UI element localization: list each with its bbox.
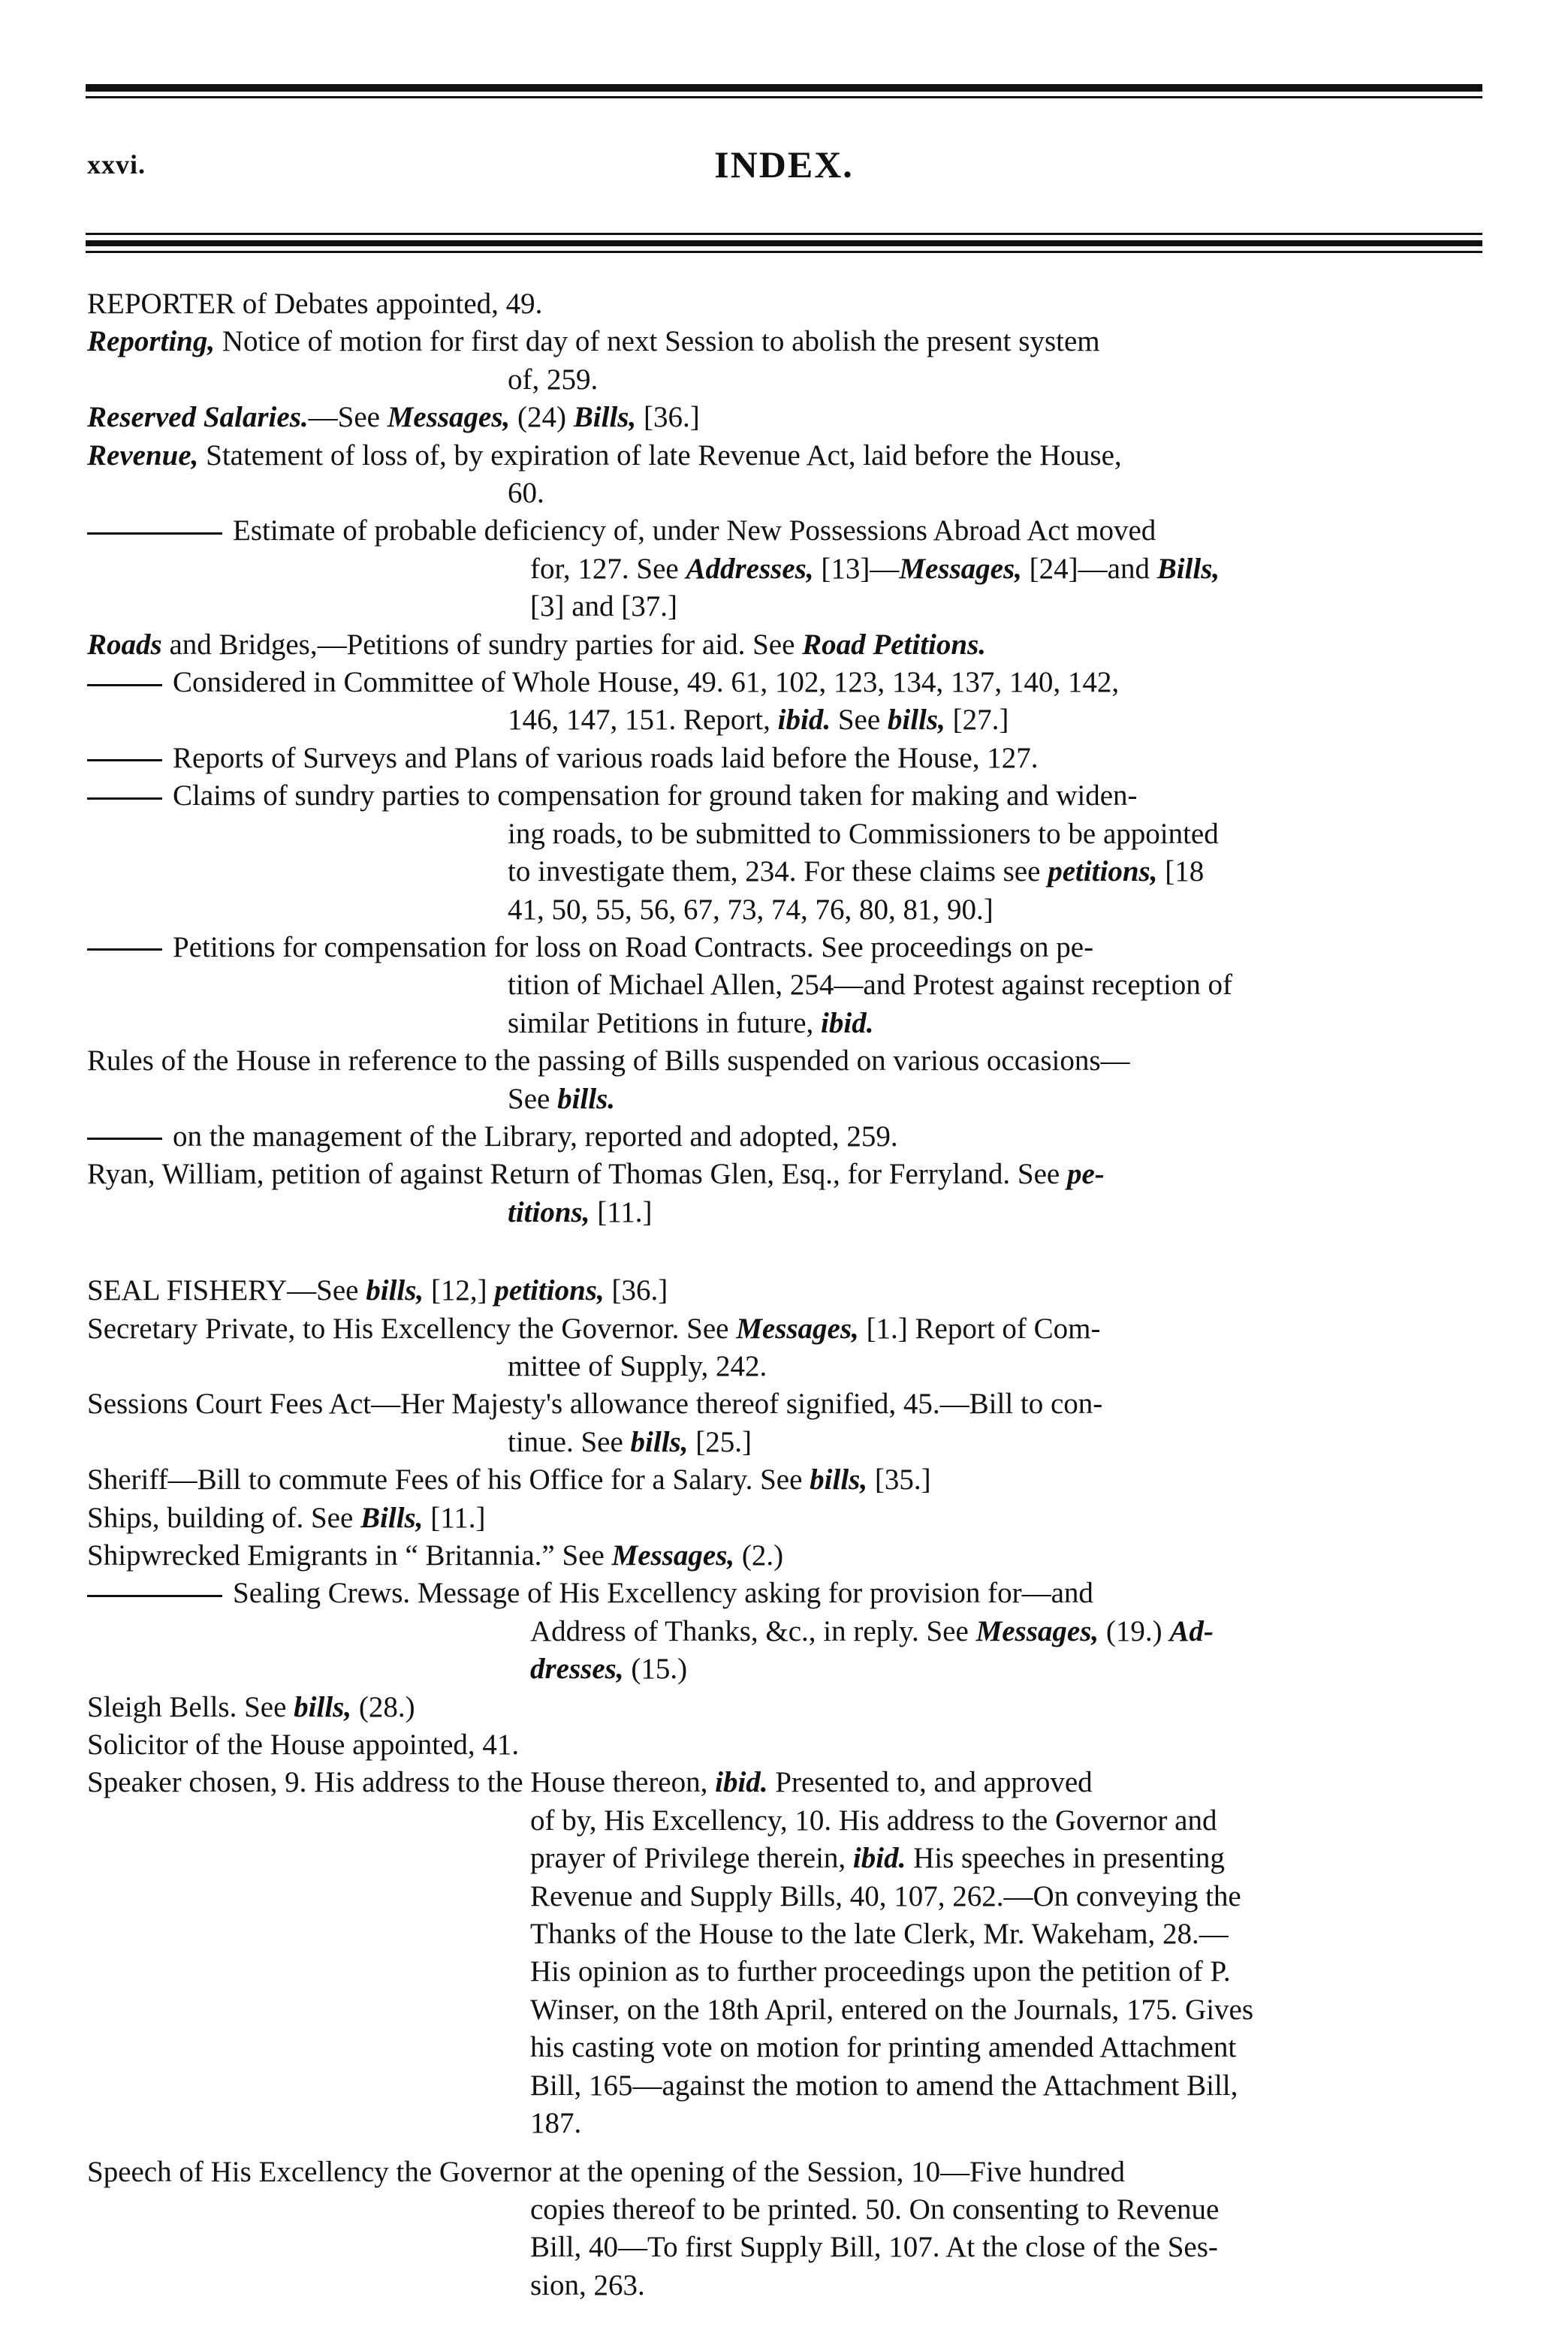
index-continuation-line — [87, 966, 1488, 1004]
index-text: [24]—and — [1021, 552, 1157, 585]
index-text: [3] and [37.] — [530, 590, 678, 623]
index-text: Winser, on the 18th April, entered on the Journals, 175. Gives — [530, 1993, 1254, 2026]
index-entry — [87, 1310, 1488, 1386]
index-text: 146, 147, 151. Report, — [508, 704, 778, 737]
top-double-rule-thin — [86, 96, 1482, 98]
index-entry — [87, 1726, 1488, 1764]
index-text: copies thereof to be printed. 50. On consenting to Revenue — [530, 2193, 1220, 2226]
index-entry-line — [87, 1310, 1488, 1348]
index-entry — [87, 1575, 1488, 1688]
index-text: [25.] — [688, 1425, 752, 1458]
index-reference: bills, — [630, 1425, 689, 1458]
index-entry-line — [87, 1272, 1488, 1310]
index-entry-line — [87, 1118, 1488, 1156]
index-entry-line — [87, 512, 1488, 550]
repeat-dash — [87, 684, 162, 686]
index-text: [27.] — [945, 704, 1009, 737]
index-entry-line — [87, 740, 1488, 777]
header-rule-thick — [86, 240, 1482, 246]
index-text: (28.) — [351, 1690, 415, 1723]
index-entry-line — [87, 1726, 1488, 1764]
index-entry — [87, 437, 1488, 513]
index-text: Estimate of probable deficiency of, under New Possessions Abroad Act moved — [233, 514, 1156, 547]
index-text: Presented to, and approved — [767, 1766, 1093, 1799]
repeat-dash — [87, 1595, 222, 1597]
index-heading: Revenue, — [87, 439, 199, 472]
index-text: tinue. See — [508, 1425, 631, 1458]
speaker-continuation-line — [87, 1915, 1488, 1953]
index-reference: petitions, — [494, 1274, 605, 1307]
index-text: prayer of Privilege therein, — [530, 1842, 853, 1875]
index-continuation-line — [87, 1613, 1488, 1650]
index-text: (2.) — [734, 1539, 784, 1572]
page-title: INDEX. — [714, 143, 854, 185]
index-entry — [87, 1689, 1488, 1726]
index-entry — [87, 1537, 1488, 1575]
speaker-continuation-line — [87, 2067, 1488, 2105]
index-reference: Messages, — [899, 552, 1022, 585]
index-heading: Sessions Court Fees Act—Her Majesty's allowance thereof signified, 45.—Bill to con- — [87, 1388, 1103, 1421]
index-continuation-line — [87, 588, 1488, 625]
index-entry — [87, 1461, 1488, 1499]
index-text: Thanks of the House to the late Clerk, Mr. Wakeham, 28.— — [530, 1918, 1229, 1951]
index-entry — [87, 1500, 1488, 1537]
page-folio: xxvi. — [87, 149, 146, 179]
index-text: His speeches in presenting — [906, 1842, 1225, 1875]
header-rule-thin — [86, 233, 1482, 235]
index-entry-line — [87, 1042, 1488, 1080]
index-reference: ibid. — [777, 704, 831, 737]
index-reference: Messages, — [736, 1312, 859, 1345]
index-text: for, 127. See — [530, 552, 686, 585]
index-reference: Addresses, — [686, 552, 814, 585]
index-heading: Rules of the House in reference to the passing of Bills suspended on various occasions— — [87, 1044, 1130, 1078]
index-heading: SEAL FISHERY—See — [87, 1274, 366, 1307]
index-text: sion, 263. — [530, 2268, 645, 2301]
index-entry-line — [87, 1500, 1488, 1537]
index-continuation-line — [87, 475, 1488, 512]
index-text: See — [508, 1082, 558, 1115]
index-text: [1.] Report of Com- — [858, 1312, 1101, 1345]
index-text: 41, 50, 55, 56, 67, 73, 74, 76, 80, 81, 90.] — [508, 893, 994, 926]
index-reference: Bills, — [1156, 552, 1220, 585]
index-reference: bills. — [557, 1082, 615, 1115]
index-text: Sealing Crews. Message of His Excellency asking for provision for—and — [233, 1577, 1093, 1610]
index-entry-line — [87, 1537, 1488, 1575]
index-entry — [87, 1156, 1488, 1231]
index-reference: bills, — [366, 1274, 424, 1307]
section-gap — [87, 1231, 1488, 1272]
index-reference: bills, — [810, 1463, 868, 1497]
index-text: on the management of the Library, reported and adopted, 259. — [173, 1120, 898, 1153]
index-entry-line — [87, 1764, 1488, 1801]
index-reference: Messages, — [975, 1614, 1099, 1647]
top-double-rule-thick — [86, 84, 1482, 92]
speaker-continuation-line — [87, 1878, 1488, 1915]
index-heading: Speaker chosen, 9. — [87, 1766, 315, 1799]
index-reference: Bills, — [360, 1501, 424, 1534]
index-entry — [87, 399, 1488, 436]
index-entry — [87, 323, 1488, 399]
index-entry-line — [87, 1156, 1488, 1193]
index-entry-line — [87, 285, 1488, 323]
index-text: His address to the House thereon, — [314, 1766, 716, 1799]
index-reference: bills, — [294, 1690, 352, 1723]
index-entry — [87, 664, 1488, 740]
index-heading: Reserved Salaries. — [87, 401, 309, 434]
index-text: Address of Thanks, &c., in reply. See — [530, 1614, 976, 1647]
repeat-dash — [87, 1138, 162, 1140]
index-entry-line — [87, 1461, 1488, 1499]
index-reference: Road Petitions. — [802, 628, 987, 661]
index-entry — [87, 512, 1488, 625]
index-reference: Bills, — [573, 401, 637, 434]
index-continuation-line — [87, 1650, 1488, 1688]
index-heading: Speech of His Excellency the Governor at the opening of the Session, 10—Five hundred — [87, 2155, 1126, 2188]
index-reference: Messages, — [387, 401, 511, 434]
index-heading: Solicitor of the House appointed, 41. — [87, 1729, 520, 1762]
index-text: Reports of Surveys and Plans of various roads laid before the House, 127. — [173, 741, 1039, 774]
speech-continuation-line — [87, 2267, 1488, 2304]
index-reference: ibid. — [821, 1006, 874, 1039]
index-text: [35.] — [867, 1463, 931, 1497]
index-entry-line — [87, 626, 1488, 664]
index-reference: bills, — [887, 704, 945, 737]
index-continuation-line — [87, 1005, 1488, 1042]
index-entry — [87, 626, 1488, 664]
index-continuation-line — [87, 815, 1488, 853]
index-heading: Sheriff—Bill to commute Fees of his Office for a Salary. See — [87, 1463, 810, 1497]
index-text: [11.] — [590, 1195, 653, 1228]
index-body — [87, 285, 1488, 2304]
index-text: of by, His Excellency, 10. His address to the Governor and — [530, 1804, 1217, 1837]
index-heading: Ryan, William, petition of against Return of Thomas Glen, Esq., for Ferryland. See — [87, 1158, 1067, 1191]
index-entry — [87, 777, 1488, 929]
index-text: —See — [308, 401, 387, 434]
index-continuation-line — [87, 361, 1488, 399]
speaker-continuation-line — [87, 1953, 1488, 1991]
index-entry — [87, 740, 1488, 777]
index-text: [12,] — [424, 1274, 495, 1307]
index-reference: petitions, — [1048, 855, 1158, 888]
index-entry — [87, 1118, 1488, 1156]
index-text: [11.] — [423, 1501, 486, 1534]
speech-continuation-line — [87, 2191, 1488, 2229]
speaker-continuation-line — [87, 1802, 1488, 1840]
index-entry-line — [87, 399, 1488, 436]
index-entry-line — [87, 929, 1488, 966]
index-text: mittee of Supply, 242. — [508, 1349, 767, 1382]
index-entry-line — [87, 777, 1488, 815]
index-text: Considered in Committee of Whole House, 49. 61, 102, 123, 134, 137, 140, 142, — [173, 666, 1120, 699]
index-entry — [87, 285, 1488, 323]
index-reference: pe- — [1066, 1158, 1105, 1191]
speaker-continuation-line — [87, 2029, 1488, 2066]
index-text: of, 259. — [508, 363, 599, 396]
index-heading: Reporting, — [87, 325, 216, 358]
index-heading: Shipwrecked Emigrants in “ Britannia.” See — [87, 1539, 612, 1572]
index-text: Claims of sundry parties to compensation for ground taken for making and widen- — [173, 779, 1138, 812]
index-continuation-line — [87, 1194, 1488, 1231]
index-text: (15.) — [623, 1653, 688, 1686]
index-reference: Messages, — [611, 1539, 735, 1572]
repeat-dash — [87, 532, 222, 535]
index-continuation-line — [87, 550, 1488, 588]
index-text: his casting vote on motion for printing amended Attachment — [530, 2031, 1237, 2064]
index-continuation-line — [87, 891, 1488, 929]
index-entry-line — [87, 664, 1488, 701]
index-text: Petitions for compensation for loss on Road Contracts. See proceedings on pe- — [173, 930, 1094, 963]
index-text: [36.] — [636, 401, 700, 434]
index-text: ing roads, to be submitted to Commissioners to be appointed — [508, 817, 1219, 850]
header-rule-thin-2 — [86, 251, 1482, 253]
index-text: Notice of motion for first day of next Session to abolish the present system — [215, 325, 1100, 358]
index-text: See — [831, 704, 888, 737]
index-reference: Ad- — [1169, 1614, 1214, 1647]
index-text: 60. — [508, 477, 544, 510]
index-entry-line — [87, 1689, 1488, 1726]
index-text: similar Petitions in future, — [508, 1006, 822, 1039]
index-reference: ibid. — [715, 1766, 768, 1799]
index-entry — [87, 1764, 1488, 2142]
index-continuation-line — [87, 1348, 1488, 1385]
index-entry — [87, 1272, 1488, 1310]
index-text: His opinion as to further proceedings upon the petition of P. — [530, 1955, 1231, 1988]
index-entry — [87, 1385, 1488, 1461]
index-entry — [87, 929, 1488, 1042]
index-text: to investigate them, 234. For these claims see — [508, 855, 1048, 888]
index-entry-line — [87, 2154, 1488, 2191]
index-entry-line — [87, 437, 1488, 475]
index-continuation-line — [87, 701, 1488, 739]
index-heading: Sleigh Bells. See — [87, 1690, 294, 1723]
index-heading: Secretary Private, to His Excellency the Governor. See — [87, 1312, 737, 1345]
index-entry-line — [87, 323, 1488, 360]
index-continuation-line — [87, 1081, 1488, 1118]
index-heading: REPORTER of Debates appointed, 49. — [87, 288, 543, 320]
index-text: 187. — [530, 2107, 582, 2140]
index-text: and Bridges,—Petitions of sundry parties for aid. See — [161, 628, 803, 661]
index-heading: Ships, building of. See — [87, 1501, 361, 1534]
index-text: [18 — [1157, 855, 1205, 888]
index-text: tition of Michael Allen, 254—and Protest against reception of — [508, 969, 1233, 1002]
repeat-dash — [87, 948, 162, 951]
index-text: Statement of loss of, by expiration of late Revenue Act, laid before the House, — [198, 439, 1122, 472]
index-continuation-line — [87, 853, 1488, 891]
index-text: [13]— — [813, 552, 900, 585]
speaker-continuation-line — [87, 1991, 1488, 2029]
index-reference: dresses, — [530, 1653, 624, 1686]
index-heading: Roads — [87, 628, 162, 661]
speaker-continuation-line — [87, 1840, 1488, 1877]
index-text: Bill, 40—To first Supply Bill, 107. At the close of the Ses- — [530, 2231, 1218, 2264]
index-continuation-line — [87, 1424, 1488, 1461]
index-entry-speech — [87, 2154, 1488, 2305]
index-text: Revenue and Supply Bills, 40, 107, 262.—On conveying the — [530, 1879, 1241, 1912]
index-reference: titions, — [508, 1195, 590, 1228]
repeat-dash — [87, 759, 162, 761]
index-text: [36.] — [604, 1274, 668, 1307]
index-text: (24) — [510, 401, 574, 434]
speaker-continuation-line — [87, 2105, 1488, 2142]
index-reference: ibid. — [852, 1842, 906, 1875]
index-entry — [87, 1042, 1488, 1118]
index-text: Bill, 165—against the motion to amend the Attachment Bill, — [530, 2069, 1238, 2102]
index-entry-line — [87, 1575, 1488, 1612]
index-text: (19.) — [1099, 1614, 1170, 1647]
speech-continuation-line — [87, 2229, 1488, 2266]
index-entry-line — [87, 1385, 1488, 1423]
repeat-dash — [87, 797, 162, 800]
